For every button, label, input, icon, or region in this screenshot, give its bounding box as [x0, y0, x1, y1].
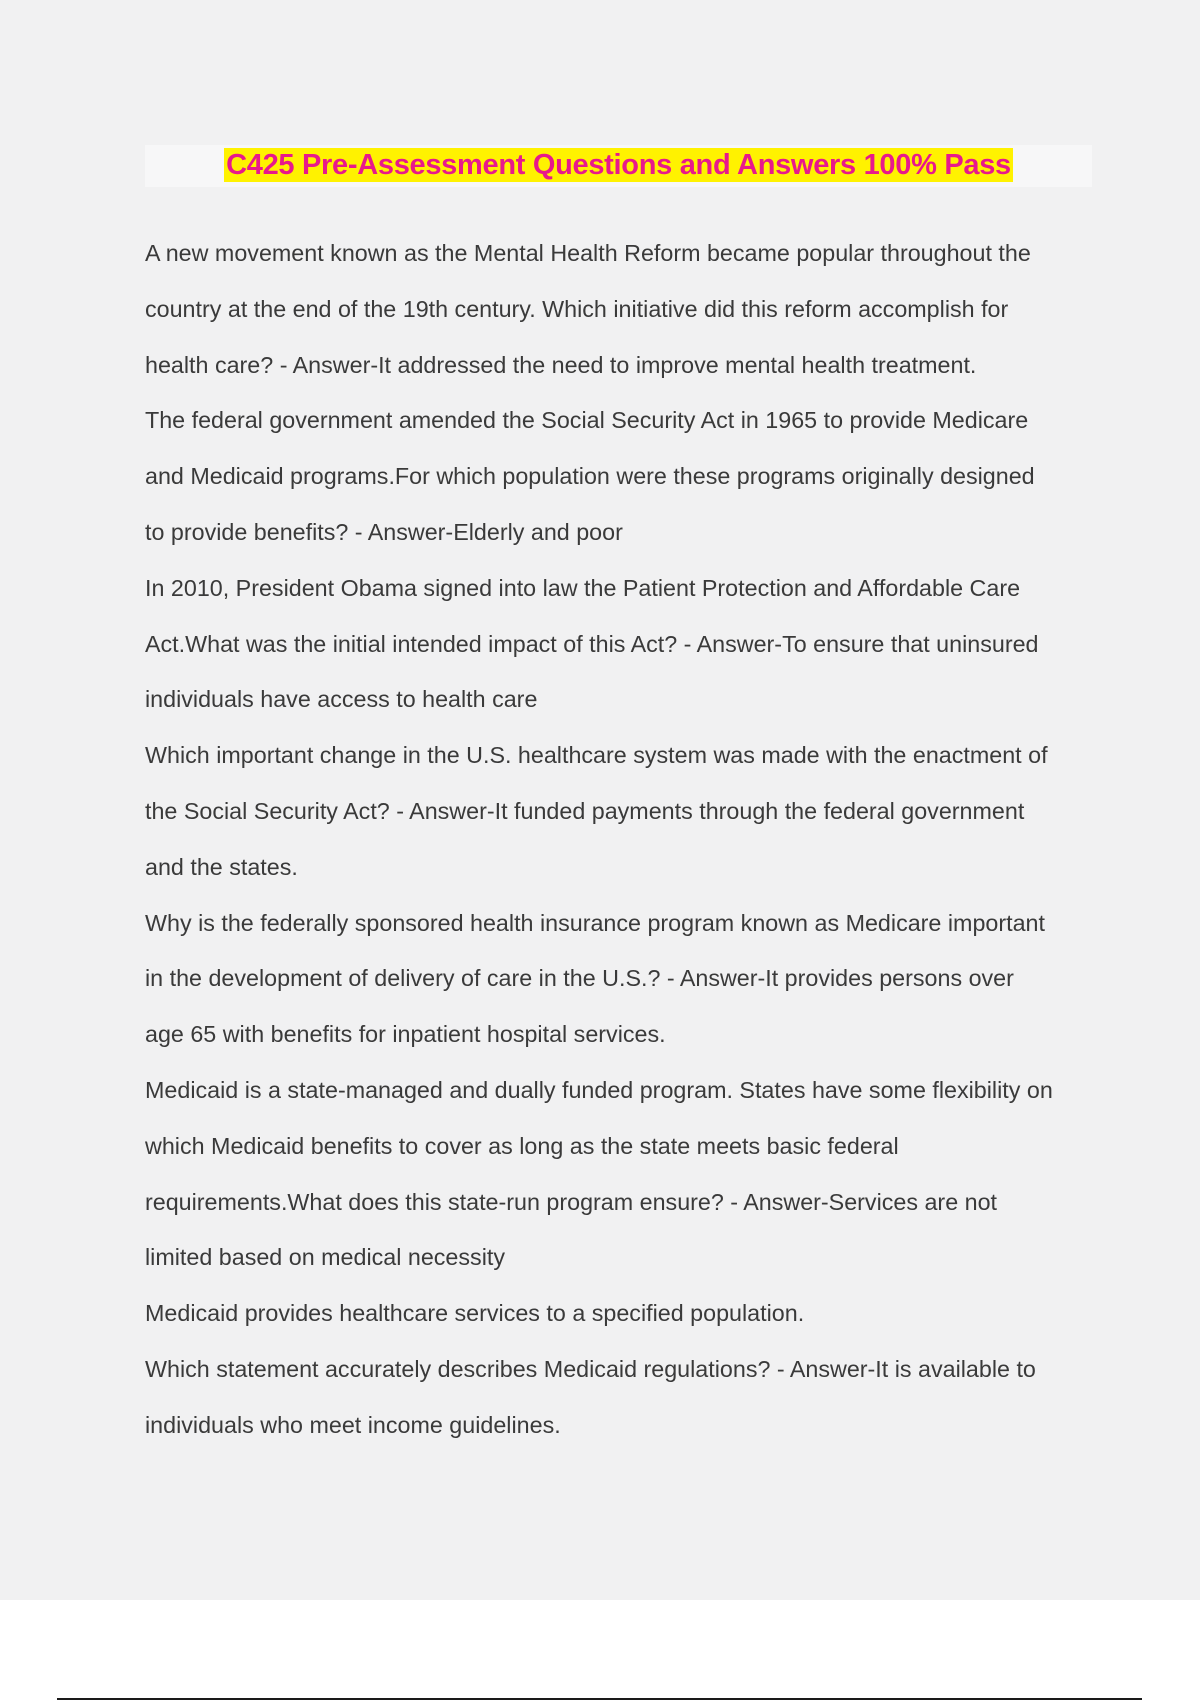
text-line: individuals have access to health care: [145, 686, 538, 713]
text-line: country at the end of the 19th century. Which initiative did this reform accomplish for: [145, 295, 1009, 322]
text-line: the Social Security Act? - Answer-It funded payments through the federal government: [145, 797, 1025, 824]
document-body: [145, 226, 1095, 1454]
text-line: Act.What was the initial intended impact of this Act? - Answer-To ensure that uninsured: [145, 630, 1039, 657]
text-line: A new movement known as the Mental Health Reform became popular throughout the: [145, 240, 1031, 266]
text-line: and Medicaid programs.For which population were these programs originally designed: [145, 463, 1035, 490]
text-line: Why is the federally sponsored health insurance program known as Medicare important: [145, 909, 1045, 936]
text-line: Which important change in the U.S. healthcare system was made with the enactment of: [145, 742, 1048, 769]
title-bar: [145, 145, 1092, 187]
text-line: individuals who meet income guidelines.: [145, 1411, 561, 1438]
text-line: Medicaid is a state-managed and dually funded program. States have some flexibility on: [145, 1076, 1053, 1103]
text-line: Which statement accurately describes Medicaid regulations? - Answer-It is available to: [145, 1355, 1036, 1382]
text-line: Medicaid provides healthcare services to a specified population.: [145, 1300, 805, 1327]
text-line: In 2010, President Obama signed into law the Patient Protection and Affordable Care: [145, 574, 1021, 601]
document-title: C425 Pre-Assessment Questions and Answers 100% Pass: [226, 149, 1011, 181]
text-line: The federal government amended the Social Security Act in 1965 to provide Medicare: [145, 407, 1029, 434]
text-line: in the development of delivery of care in the U.S.? - Answer-It provides persons over: [145, 965, 1014, 992]
text-line: and the states.: [145, 853, 298, 880]
text-line: to provide benefits? - Answer-Elderly and poor: [145, 518, 623, 545]
text-line: limited based on medical necessity: [145, 1244, 505, 1271]
text-line: requirements.What does this state-run program ensure? - Answer-Services are not: [145, 1188, 998, 1215]
text-line: health care? - Answer-It addressed the need to improve mental health treatment.: [145, 351, 977, 378]
text-line: age 65 with benefits for inpatient hospital services.: [145, 1021, 666, 1048]
text-line: which Medicaid benefits to cover as long as the state meets basic federal: [145, 1132, 899, 1159]
